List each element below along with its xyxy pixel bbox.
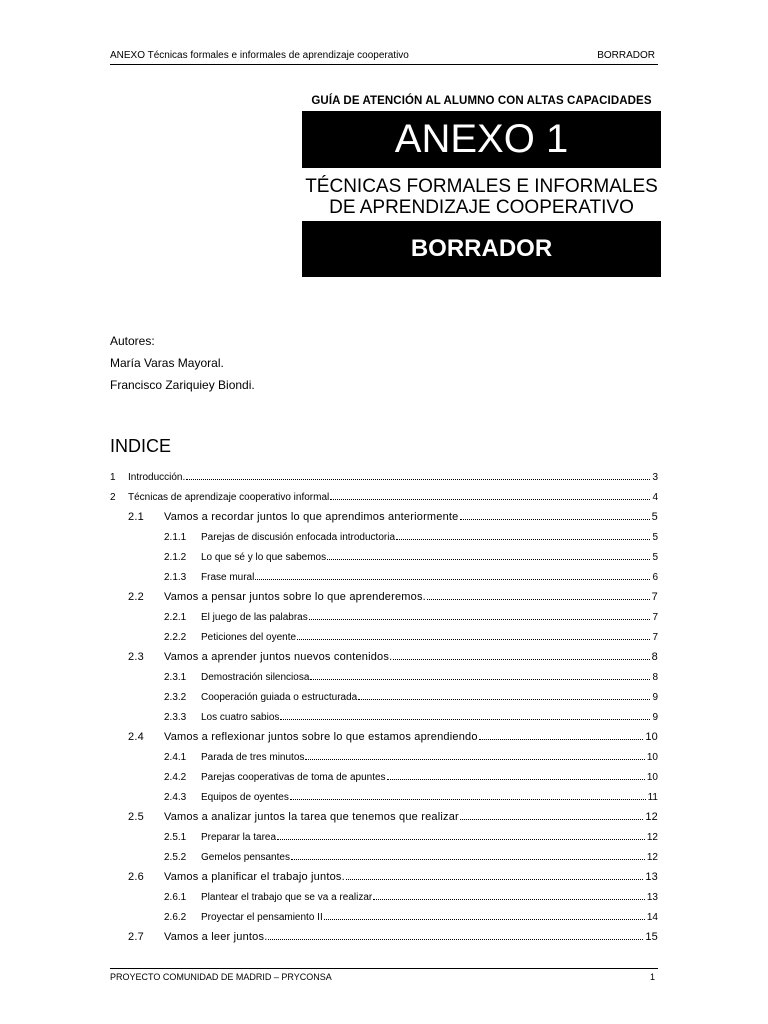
- toc-leader-dots: [393, 659, 649, 660]
- toc-leader-dots: [373, 899, 645, 900]
- toc-entry-number: 2.7: [128, 931, 144, 943]
- toc-entry-number: 2.5: [128, 811, 144, 823]
- toc-entry-title: Peticiones del oyente: [201, 632, 297, 643]
- toc-entry-title: Demostración silenciosa: [201, 672, 310, 683]
- anexo-banner: [302, 111, 661, 168]
- toc-entry-title: Vamos a leer juntos.: [164, 931, 268, 943]
- toc-entry-page: 10: [646, 752, 658, 763]
- toc-leader-dots: [479, 739, 644, 740]
- toc-entry-title: Vamos a planificar el trabajo juntos.: [164, 871, 345, 883]
- toc-entry-title: Plantear el trabajo que se va a realizar: [201, 892, 373, 903]
- toc-entry[interactable]: [110, 683, 658, 703]
- toc-entry-number: 2.6.1: [164, 892, 187, 903]
- toc-entry-number: 2.4.3: [164, 792, 187, 803]
- toc-leader-dots: [460, 819, 643, 820]
- toc-entry[interactable]: [110, 663, 658, 683]
- toc-entry-title: Vamos a recordar juntos lo que aprendimos anteriormente: [164, 511, 459, 523]
- draft-label: BORRADOR: [410, 235, 553, 262]
- toc-entry[interactable]: [110, 703, 658, 723]
- author-name: Francisco Zariquiey Biondi.: [110, 378, 255, 392]
- toc-leader-dots: [268, 939, 643, 940]
- toc-entry-title: Vamos a reflexionar juntos sobre lo que estamos aprendiendo: [164, 731, 478, 743]
- toc-entry-title: Preparar la tarea: [201, 832, 277, 843]
- toc-entry-number: 2: [110, 492, 116, 503]
- toc-entry-page: 12: [645, 811, 658, 823]
- toc-entry-page: 8: [652, 672, 658, 683]
- toc-leader-dots: [387, 779, 645, 780]
- toc-entry[interactable]: [110, 563, 658, 583]
- toc-entry-title: Parejas cooperativas de toma de apuntes: [201, 772, 386, 783]
- toc-entry[interactable]: [110, 483, 658, 503]
- toc-entry-page: 10: [645, 731, 658, 743]
- authors-label: Autores:: [110, 334, 155, 348]
- toc-entry-title: Cooperación guiada o estructurada: [201, 692, 358, 703]
- toc-entry-title: Vamos a aprender juntos nuevos contenidos.: [164, 651, 393, 663]
- footer-project: PROYECTO COMUNIDAD DE MADRID – PRYCONSA: [110, 972, 332, 982]
- toc-entry[interactable]: [110, 623, 658, 643]
- toc-entry[interactable]: [110, 843, 658, 863]
- toc-entry-title: El juego de las palabras: [201, 612, 308, 623]
- toc-leader-dots: [310, 679, 650, 680]
- toc-entry-title: Técnicas de aprendizaje cooperativo informal: [128, 492, 330, 503]
- authors-block: [110, 330, 255, 396]
- toc-entry[interactable]: [110, 743, 658, 763]
- toc-entry-number: 2.6.2: [164, 912, 187, 923]
- toc-entry-title: Vamos a pensar juntos sobre lo que aprenderemos.: [164, 591, 426, 603]
- index-title: INDICE: [110, 436, 172, 456]
- toc-entry-title: Los cuatro sabios: [201, 712, 280, 723]
- toc-entry-number: 2.1.2: [164, 552, 187, 563]
- toc-entry-page: 11: [647, 792, 658, 803]
- toc-entry[interactable]: [110, 783, 658, 803]
- toc-leader-dots: [396, 539, 650, 540]
- toc-leader-dots: [277, 839, 645, 840]
- toc-entry[interactable]: [110, 503, 658, 523]
- toc-leader-dots: [297, 639, 650, 640]
- toc-entry-page: 12: [646, 832, 658, 843]
- toc-entry[interactable]: [110, 903, 658, 923]
- toc-leader-dots: [330, 499, 650, 500]
- toc-entry-title: Lo que sé y lo que sabemos: [201, 552, 327, 563]
- draft-banner: [302, 221, 661, 277]
- toc-entry-page: 5: [652, 532, 658, 543]
- toc-leader-dots: [309, 619, 651, 620]
- toc-entry-title: Frase mural: [201, 572, 255, 583]
- toc-entry-page: 12: [646, 852, 658, 863]
- header-status: BORRADOR: [597, 50, 655, 61]
- title-line-1: TÉCNICAS FORMALES E INFORMALES: [305, 176, 658, 197]
- toc-leader-dots: [305, 759, 644, 760]
- header-title: ANEXO Técnicas formales e informales de aprendizaje cooperativo: [110, 50, 409, 61]
- toc-entry-number: 2.1.1: [164, 532, 187, 543]
- toc-entry-number: 2.4.2: [164, 772, 187, 783]
- toc-leader-dots: [186, 479, 650, 480]
- toc-entry-number: 2.3.1: [164, 672, 187, 683]
- toc-entry[interactable]: [110, 643, 658, 663]
- toc-entry[interactable]: [110, 883, 658, 903]
- toc-leader-dots: [255, 579, 650, 580]
- toc-entry-number: 2.3.2: [164, 692, 187, 703]
- toc-leader-dots: [346, 879, 644, 880]
- toc-entry-title: Equipos de oyentes: [201, 792, 289, 803]
- toc-entry-number: 2.5.1: [164, 832, 187, 843]
- document-title: [302, 168, 661, 221]
- toc-entry-number: 2.3: [128, 651, 144, 663]
- toc-leader-dots: [291, 859, 645, 860]
- toc-entry[interactable]: [110, 583, 658, 603]
- toc-entry-page: 9: [652, 712, 658, 723]
- toc-leader-dots: [427, 599, 650, 600]
- toc-entry[interactable]: [110, 723, 658, 743]
- toc-entry-number: 2.4: [128, 731, 144, 743]
- toc-entry[interactable]: [110, 863, 658, 883]
- toc-entry-title: Proyectar el pensamiento II: [201, 912, 323, 923]
- toc-entry[interactable]: [110, 523, 658, 543]
- toc-entry-page: 13: [645, 871, 658, 883]
- toc-entry-number: 2.5.2: [164, 852, 187, 863]
- toc-leader-dots: [324, 919, 645, 920]
- toc-entry-number: 2.1.3: [164, 572, 187, 583]
- toc-entry-page: 7: [651, 591, 658, 603]
- toc-entry-title: Introducción.: [128, 472, 186, 483]
- toc-entry-title: Vamos a analizar juntos la tarea que tenemos que realizar: [164, 811, 459, 823]
- toc-leader-dots: [290, 799, 646, 800]
- toc-entry-page: 6: [652, 572, 658, 583]
- toc-entry-number: 2.1: [128, 511, 144, 523]
- toc-entry[interactable]: [110, 543, 658, 563]
- toc-entry-page: 15: [645, 931, 658, 943]
- toc-entry-number: 2.2.2: [164, 632, 187, 643]
- toc-entry-number: 2.2: [128, 591, 144, 603]
- toc-leader-dots: [460, 519, 650, 520]
- guide-title: GUÍA DE ATENCIÓN AL ALUMNO CON ALTAS CAPACIDADES: [311, 95, 652, 107]
- author-name: María Varas Mayoral.: [110, 356, 224, 370]
- toc-entry-page: 4: [652, 492, 658, 503]
- anexo-label: ANEXO 1: [394, 117, 569, 161]
- toc-leader-dots: [327, 559, 650, 560]
- page-number: 1: [649, 972, 655, 982]
- table-of-contents: [110, 463, 658, 943]
- toc-entry[interactable]: [110, 763, 658, 783]
- page-header: [110, 46, 658, 65]
- toc-entry[interactable]: [110, 823, 658, 843]
- toc-entry-number: 2.6: [128, 871, 144, 883]
- toc-entry-number: 2.2.1: [164, 612, 187, 623]
- toc-leader-dots: [280, 719, 650, 720]
- toc-entry[interactable]: [110, 463, 658, 483]
- toc-entry-page: 5: [652, 552, 658, 563]
- toc-entry-number: 1: [110, 472, 116, 483]
- toc-entry-page: 3: [652, 472, 658, 483]
- toc-entry-title: Parada de tres minutos: [201, 752, 305, 763]
- toc-entry-page: 8: [651, 651, 658, 663]
- toc-entry-title: Parejas de discusión enfocada introductoria: [201, 532, 396, 543]
- toc-entry-page: 7: [652, 632, 658, 643]
- toc-entry-page: 10: [646, 772, 658, 783]
- toc-entry-number: 2.3.3: [164, 712, 187, 723]
- toc-entry[interactable]: [110, 803, 658, 823]
- page-footer: [110, 968, 658, 987]
- toc-entry-page: 13: [646, 892, 658, 903]
- toc-entry-title: Gemelos pensantes: [201, 852, 290, 863]
- toc-entry-page: 7: [652, 612, 658, 623]
- toc-leader-dots: [358, 699, 650, 700]
- toc-entry[interactable]: [110, 603, 658, 623]
- toc-entry-number: 2.4.1: [164, 752, 187, 763]
- toc-entry[interactable]: [110, 923, 658, 943]
- title-line-2: DE APRENDIZAJE COOPERATIVO: [329, 197, 634, 218]
- toc-entry-page: 14: [646, 912, 658, 923]
- toc-entry-page: 5: [651, 511, 658, 523]
- toc-entry-page: 9: [652, 692, 658, 703]
